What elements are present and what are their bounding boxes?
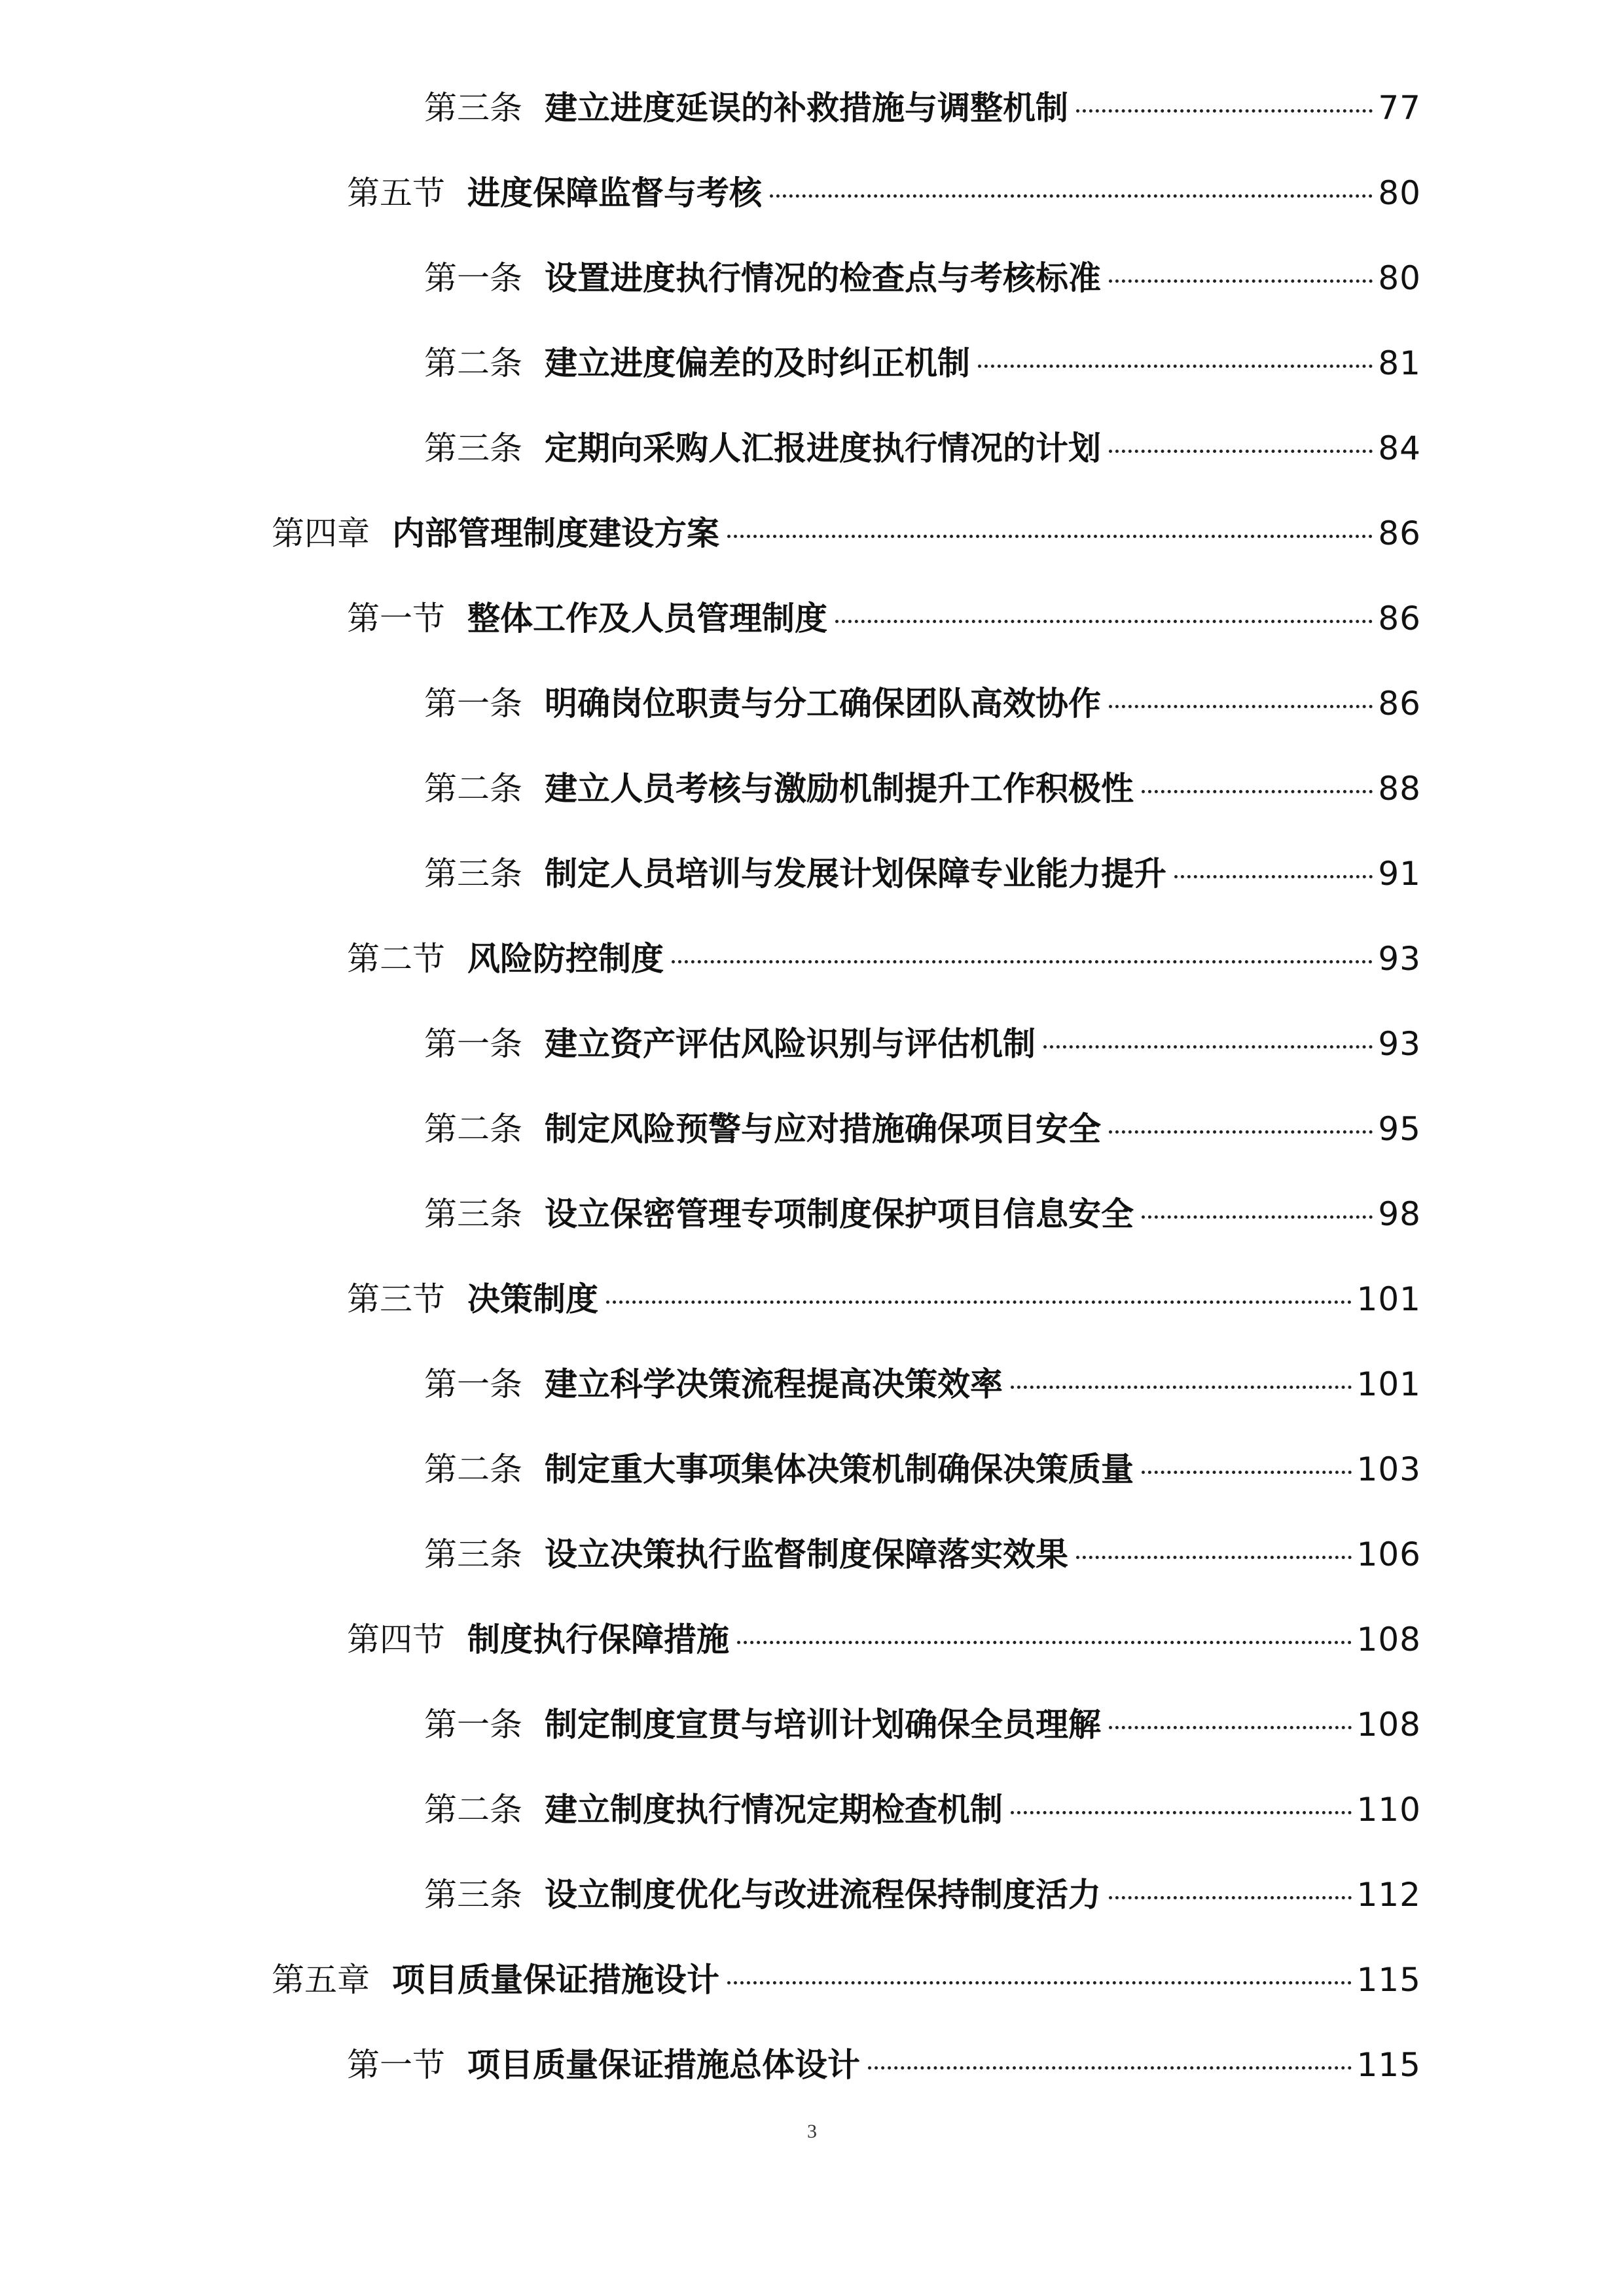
dot-leader bbox=[737, 1641, 1352, 1644]
toc-entry-title: 明确岗位职责与分工确保团队高效协作 bbox=[545, 685, 1101, 723]
toc-entry-title: 整体工作及人员管理制度 bbox=[467, 600, 827, 637]
toc-entry-label: 第二条 bbox=[424, 344, 522, 382]
toc-entry[interactable] bbox=[0, 1682, 1624, 1767]
dot-leader bbox=[978, 365, 1373, 368]
dot-leader bbox=[1142, 1471, 1352, 1474]
toc-entry[interactable] bbox=[0, 1512, 1624, 1597]
toc-entry-page-number: 80 bbox=[1378, 259, 1421, 297]
toc-entry-label: 第三条 bbox=[424, 429, 522, 467]
toc-entry-label: 第三条 bbox=[424, 1195, 522, 1233]
dot-leader bbox=[1142, 1215, 1373, 1219]
toc-entry-page-number: 86 bbox=[1378, 600, 1421, 637]
dot-leader bbox=[1174, 875, 1373, 878]
toc-entry-title: 风险防控制度 bbox=[467, 940, 664, 978]
toc-entry-title: 建立进度偏差的及时纠正机制 bbox=[545, 344, 970, 382]
toc-entry-title: 建立进度延误的补救措施与调整机制 bbox=[545, 89, 1068, 127]
toc-entry[interactable] bbox=[0, 831, 1624, 916]
toc-entry-page-number: 86 bbox=[1378, 514, 1421, 552]
dot-leader bbox=[835, 620, 1373, 623]
toc-entry[interactable] bbox=[0, 1767, 1624, 1852]
toc-entry-page-number: 115 bbox=[1356, 2046, 1421, 2084]
toc-entry-title: 项目质量保证措施总体设计 bbox=[467, 2046, 860, 2084]
toc-entry-label: 第一条 bbox=[424, 259, 522, 297]
toc-entry-title: 建立资产评估风险识别与评估机制 bbox=[545, 1025, 1036, 1063]
toc-entry-page-number: 84 bbox=[1378, 429, 1421, 467]
toc-entry-page-number: 86 bbox=[1378, 685, 1421, 723]
toc-entry-page-number: 106 bbox=[1356, 1535, 1421, 1573]
toc-entry[interactable] bbox=[0, 576, 1624, 661]
toc-entry-label: 第二节 bbox=[347, 940, 445, 978]
toc-entry-title: 定期向采购人汇报进度执行情况的计划 bbox=[545, 429, 1101, 467]
toc-entry[interactable] bbox=[0, 1342, 1624, 1427]
dot-leader bbox=[770, 194, 1373, 198]
toc-entry-label: 第三节 bbox=[347, 1280, 445, 1318]
toc-entry-page-number: 103 bbox=[1356, 1450, 1421, 1488]
toc-entry[interactable] bbox=[0, 1086, 1624, 1172]
page-number: 3 bbox=[807, 2121, 817, 2142]
toc-entry-page-number: 95 bbox=[1378, 1110, 1421, 1148]
toc-entry[interactable] bbox=[0, 1852, 1624, 1937]
dot-leader bbox=[1109, 705, 1373, 708]
dot-leader bbox=[1109, 1726, 1352, 1729]
dot-leader bbox=[1011, 1811, 1352, 1814]
dot-leader bbox=[1142, 790, 1373, 793]
toc-entry-label: 第四章 bbox=[272, 514, 370, 552]
toc-entry-title: 建立人员考核与激励机制提升工作积极性 bbox=[545, 770, 1134, 808]
toc-entry-title: 建立制度执行情况定期检查机制 bbox=[545, 1791, 1003, 1829]
table-of-contents bbox=[0, 65, 1624, 2108]
toc-entry-page-number: 91 bbox=[1378, 855, 1421, 893]
dot-leader bbox=[1109, 279, 1373, 283]
toc-entry-page-number: 81 bbox=[1378, 344, 1421, 382]
dot-leader bbox=[1109, 450, 1373, 453]
dot-leader bbox=[1076, 109, 1373, 113]
toc-entry-label: 第一条 bbox=[424, 685, 522, 723]
toc-entry-page-number: 101 bbox=[1356, 1365, 1421, 1403]
toc-entry-page-number: 77 bbox=[1378, 89, 1421, 127]
toc-entry[interactable] bbox=[0, 661, 1624, 746]
dot-leader bbox=[606, 1300, 1352, 1304]
toc-entry[interactable] bbox=[0, 1172, 1624, 1257]
toc-entry-title: 制度执行保障措施 bbox=[467, 1621, 729, 1659]
toc-entry[interactable] bbox=[0, 1597, 1624, 1682]
toc-entry-page-number: 115 bbox=[1356, 1961, 1421, 1999]
toc-entry-label: 第一条 bbox=[424, 1025, 522, 1063]
toc-entry-label: 第二条 bbox=[424, 1450, 522, 1488]
toc-entry[interactable] bbox=[0, 1257, 1624, 1342]
toc-entry-title: 项目质量保证措施设计 bbox=[392, 1961, 719, 1999]
dot-leader bbox=[1109, 1130, 1373, 1134]
toc-entry-label: 第五节 bbox=[347, 174, 445, 212]
toc-entry-page-number: 93 bbox=[1378, 1025, 1421, 1063]
dot-leader bbox=[1011, 1386, 1352, 1389]
toc-entry-label: 第三条 bbox=[424, 1876, 522, 1914]
toc-entry-label: 第三条 bbox=[424, 89, 522, 127]
toc-entry-label: 第二条 bbox=[424, 1110, 522, 1148]
toc-entry[interactable] bbox=[0, 321, 1624, 406]
toc-entry-title: 决策制度 bbox=[467, 1280, 598, 1318]
dot-leader bbox=[672, 960, 1373, 963]
toc-entry-title: 进度保障监督与考核 bbox=[467, 174, 762, 212]
toc-entry-title: 建立科学决策流程提高决策效率 bbox=[545, 1365, 1003, 1403]
toc-entry[interactable] bbox=[0, 65, 1624, 151]
toc-entry-page-number: 108 bbox=[1356, 1621, 1421, 1659]
toc-entry[interactable] bbox=[0, 406, 1624, 491]
dot-leader bbox=[868, 2066, 1352, 2070]
toc-entry-title: 设立制度优化与改进流程保持制度活力 bbox=[545, 1876, 1101, 1914]
toc-entry-label: 第二条 bbox=[424, 1791, 522, 1829]
toc-entry-page-number: 108 bbox=[1356, 1706, 1421, 1744]
dot-leader bbox=[1076, 1556, 1352, 1559]
toc-entry-label: 第三条 bbox=[424, 855, 522, 893]
dot-leader bbox=[1109, 1896, 1352, 1899]
toc-entry-page-number: 88 bbox=[1378, 770, 1421, 808]
toc-entry-label: 第一条 bbox=[424, 1365, 522, 1403]
toc-entry-title: 内部管理制度建设方案 bbox=[392, 514, 719, 552]
toc-entry-title: 设立决策执行监督制度保障落实效果 bbox=[545, 1535, 1068, 1573]
toc-entry-page-number: 93 bbox=[1378, 940, 1421, 978]
toc-entry-title: 制定风险预警与应对措施确保项目安全 bbox=[545, 1110, 1101, 1148]
toc-entry-title: 设立保密管理专项制度保护项目信息安全 bbox=[545, 1195, 1134, 1233]
dot-leader bbox=[727, 535, 1373, 538]
toc-entry[interactable] bbox=[0, 1427, 1624, 1512]
toc-entry-page-number: 98 bbox=[1378, 1195, 1421, 1233]
toc-entry[interactable] bbox=[0, 1001, 1624, 1086]
toc-entry-page-number: 101 bbox=[1356, 1280, 1421, 1318]
toc-entry-label: 第一节 bbox=[347, 600, 445, 637]
toc-entry-title: 制定重大事项集体决策机制确保决策质量 bbox=[545, 1450, 1134, 1488]
toc-entry-label: 第三条 bbox=[424, 1535, 522, 1573]
toc-entry-label: 第二条 bbox=[424, 770, 522, 808]
toc-entry-title: 设置进度执行情况的检查点与考核标准 bbox=[545, 259, 1101, 297]
toc-entry[interactable] bbox=[0, 2022, 1624, 2108]
toc-entry-page-number: 80 bbox=[1378, 174, 1421, 212]
toc-entry[interactable] bbox=[0, 746, 1624, 831]
toc-entry[interactable] bbox=[0, 491, 1624, 576]
toc-entry-label: 第四节 bbox=[347, 1621, 445, 1659]
toc-entry[interactable] bbox=[0, 1937, 1624, 2022]
toc-entry-title: 制定制度宣贯与培训计划确保全员理解 bbox=[545, 1706, 1101, 1744]
toc-entry-label: 第一条 bbox=[424, 1706, 522, 1744]
dot-leader bbox=[1043, 1045, 1373, 1049]
toc-entry-label: 第五章 bbox=[272, 1961, 370, 1999]
toc-entry[interactable] bbox=[0, 151, 1624, 236]
toc-entry[interactable] bbox=[0, 236, 1624, 321]
toc-entry-label: 第一节 bbox=[347, 2046, 445, 2084]
toc-entry-page-number: 110 bbox=[1356, 1791, 1421, 1829]
toc-entry-page-number: 112 bbox=[1356, 1876, 1421, 1914]
dot-leader bbox=[727, 1981, 1352, 1984]
toc-entry[interactable] bbox=[0, 916, 1624, 1001]
toc-entry-title: 制定人员培训与发展计划保障专业能力提升 bbox=[545, 855, 1166, 893]
